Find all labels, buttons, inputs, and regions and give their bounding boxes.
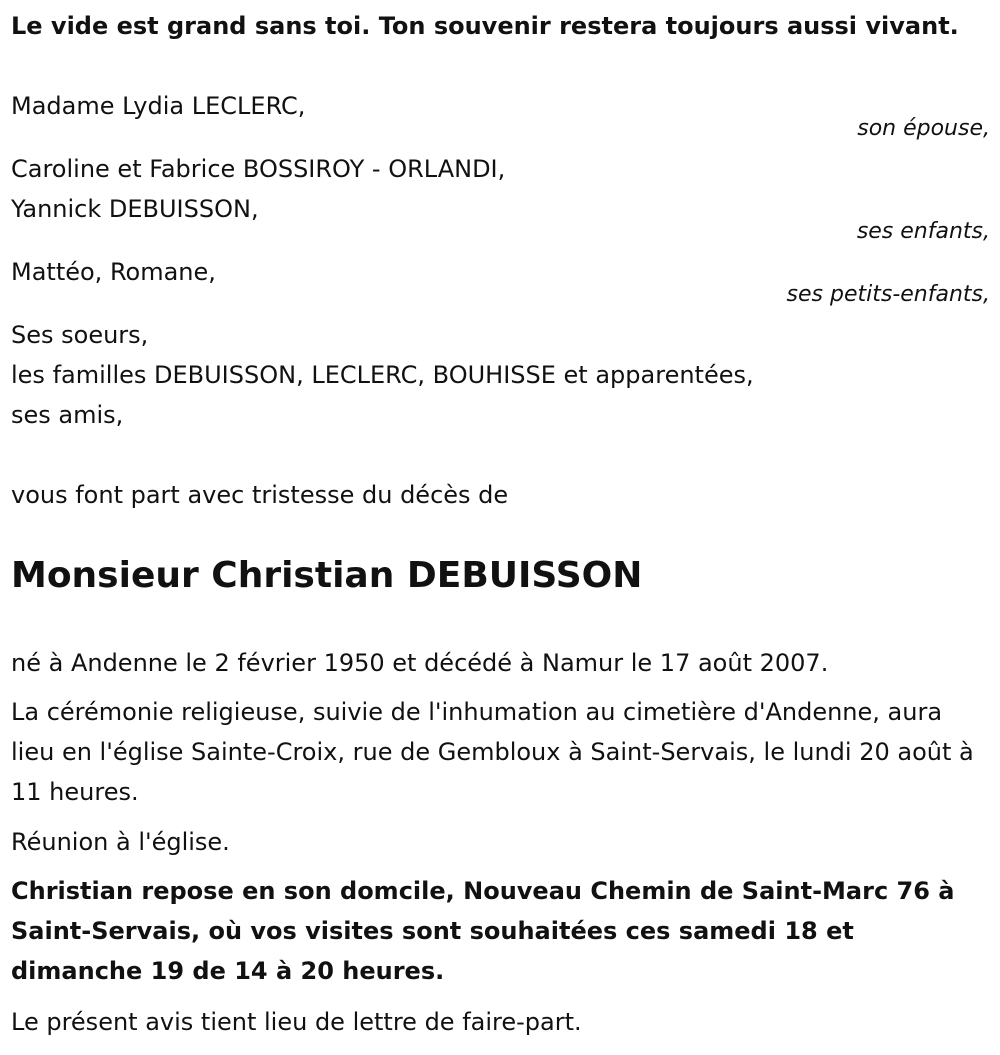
children-role: ses enfants,: [856, 219, 990, 244]
birth-death-text: né à Andenne le 2 février 1950 et décédé à Namur le 17 août 2007.: [11, 649, 829, 677]
grandchildren-line: Mattéo, Romane,: [11, 258, 216, 286]
headline: Le vide est grand sans toi. Ton souvenir restera toujours aussi vivant.: [11, 12, 959, 40]
spouse-name: Madame Lydia LECLERC,: [11, 92, 306, 120]
closing-text: Le présent avis tient lieu de lettre de faire-part.: [11, 1008, 582, 1036]
visits-text: Christian repose en son domcile, Nouveau Chemin de Saint-Marc 76 à Saint-Servais, où vos visites sont souhaitées ces samedi 18 et dimanche 19 de 14 à 20 heures.: [11, 877, 955, 985]
others-line-1: Ses soeurs,: [11, 321, 149, 349]
spouse-role: son épouse,: [857, 116, 990, 141]
announcement: vous font part avec tristesse du décès de: [11, 481, 509, 509]
children-line-2: Yannick DEBUISSON,: [11, 195, 259, 223]
meeting-text: Réunion à l'église.: [11, 828, 230, 856]
children-line-1: Caroline et Fabrice BOSSIROY - ORLANDI,: [11, 155, 506, 183]
others-line-3: ses amis,: [11, 401, 124, 429]
ceremony-text: La cérémonie religieuse, suivie de l'inhumation au cimetière d'Andenne, aura lieu en l'église Sainte-Croix, rue de Gembloux à Saint-Servais, le lundi 20 août à 11 heures.: [11, 698, 974, 806]
deceased-name: Monsieur Christian DEBUISSON: [11, 555, 643, 596]
grandchildren-role: ses petits-enfants,: [786, 282, 990, 307]
others-line-2: les familles DEBUISSON, LECLERC, BOUHISSE et apparentées,: [11, 361, 754, 389]
